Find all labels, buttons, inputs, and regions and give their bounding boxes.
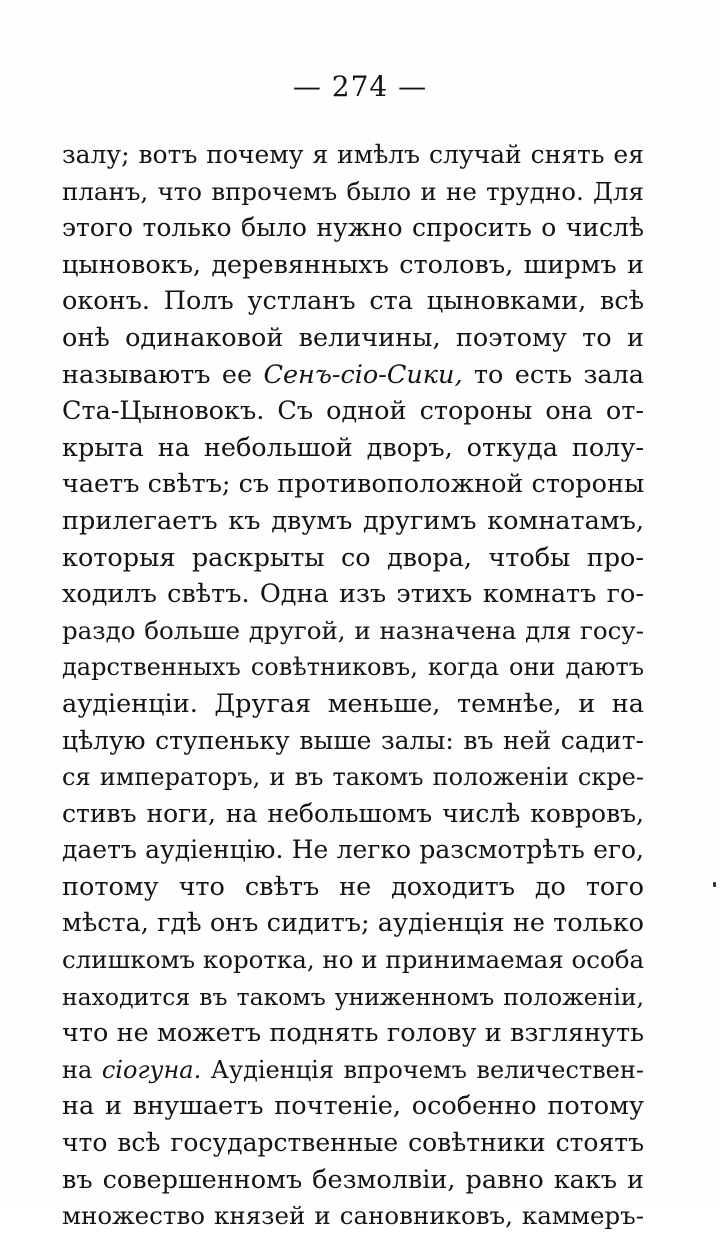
text-line: залу; вотъ почему я имѣлъ случай снять ея xyxy=(62,140,644,169)
text-line: даетъ аудіенцію. Не легко разсмотрѣть его, xyxy=(62,835,644,865)
text-fragment: то есть зала xyxy=(462,359,645,390)
italic-term: Сенъ-сіо-Сики, xyxy=(263,359,463,390)
text-line xyxy=(62,1052,644,1089)
text-line: цыновокъ, деревянныхъ столовъ, ширмъ и xyxy=(62,249,644,280)
text-line xyxy=(62,357,644,394)
italic-term: сіогуна. xyxy=(101,1055,202,1084)
text-line: раздо больше другой, и назначена для госу- xyxy=(62,615,644,645)
text-fragment: Аудіенція впрочемъ величествен- xyxy=(201,1055,644,1084)
text-line: планъ, что впрочемъ было и не трудно. Для xyxy=(62,176,644,206)
text-line: ся императоръ, и въ такомъ положеніи скре- xyxy=(62,763,644,792)
text-line: дарственныхъ совѣтниковъ, когда они даютъ xyxy=(62,653,644,682)
text-line: аудіенціи. Другая меньше, темнѣе, и на xyxy=(62,688,644,719)
text-fragment: называютъ ее xyxy=(62,359,264,390)
text-fragment: на xyxy=(62,1055,102,1084)
text-line: на и внушаетъ почтеніе, особенно потому xyxy=(62,1091,644,1122)
text-line: крыта на небольшой дворъ, откуда полу- xyxy=(62,432,644,463)
text-line: находится въ такомъ униженномъ положеніи, xyxy=(62,982,644,1011)
text-line: чаетъ свѣтъ; съ противоположной стороны xyxy=(62,469,645,500)
ink-speck xyxy=(713,882,716,887)
text-line: стивъ ноги, на небольшомъ числѣ ковровъ, xyxy=(62,798,644,828)
text-line: что не можетъ поднять голову и взглянуть xyxy=(62,1018,644,1049)
text-line: Ста-Цыновокъ. Съ одной стороны она от- xyxy=(62,396,644,427)
text-line: множество князей и сановниковъ, каммеръ- xyxy=(62,1201,644,1231)
text-line: потому что свѣтъ не доходитъ до того xyxy=(62,871,644,902)
text-line: которыя раскрыты со двора, чтобы про- xyxy=(62,542,644,573)
text-line: въ совершенномъ безмолвіи, равно какъ и xyxy=(62,1164,644,1195)
text-line: мѣста, гдѣ онъ сидитъ; аудіенція не только xyxy=(62,908,644,939)
text-line: онѣ одинаковой величины, поэтому то и xyxy=(62,322,644,353)
text-line: цѣлую ступеньку выше залы: въ ней садит- xyxy=(62,725,644,755)
body-text xyxy=(62,137,644,1235)
page-number: — 274 — xyxy=(292,70,428,103)
text-line: слишкомъ коротка, но и принимаемая особа xyxy=(62,945,645,975)
text-line: оконъ. Полъ устланъ ста цыновками, всѣ xyxy=(62,286,644,317)
text-line: ходилъ свѣтъ. Одна изъ этихъ комнатъ го- xyxy=(62,579,644,610)
text-line: прилегаетъ къ двумъ другимъ комнатамъ, xyxy=(62,505,644,536)
text-line: что всѣ государственные совѣтники стоятъ xyxy=(62,1128,644,1158)
text-line: этого только было нужно спросить о числѣ xyxy=(62,213,644,243)
